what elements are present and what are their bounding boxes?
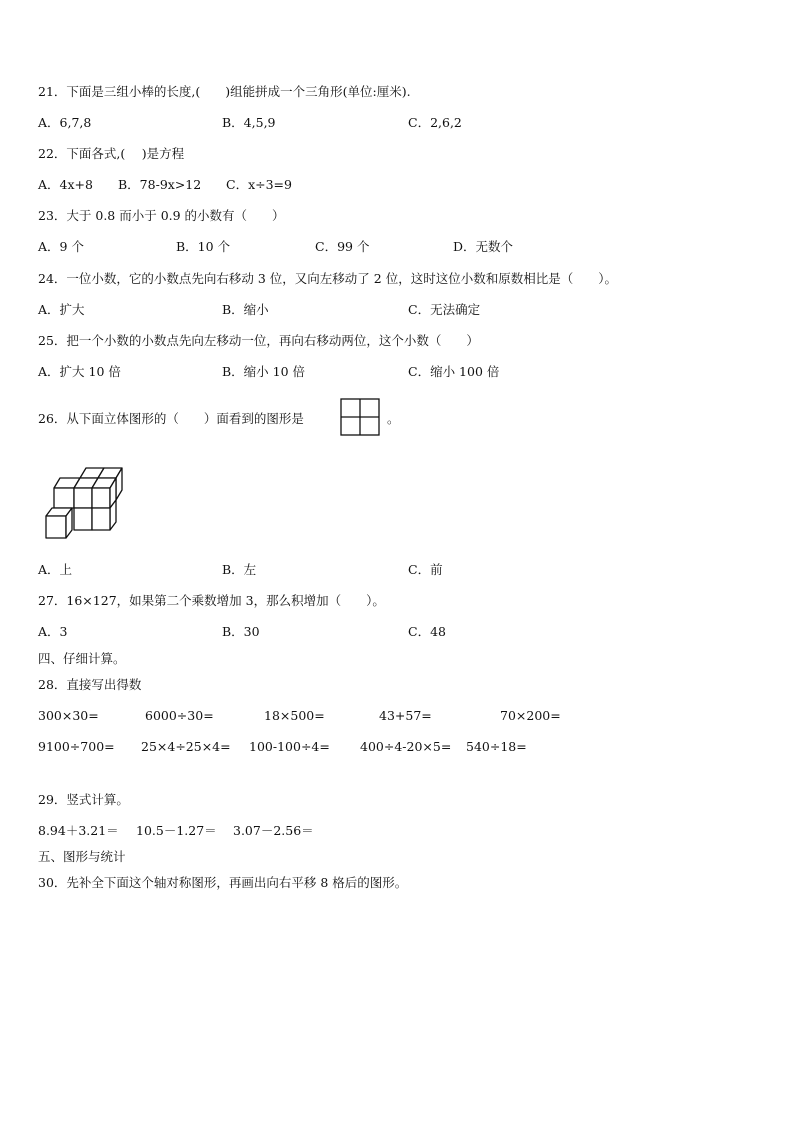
q25-option-b[interactable]: B．缩小 10 倍 (222, 364, 306, 379)
q26-option-b[interactable]: B．左 (222, 562, 257, 577)
q28-r2-item-1: 9100÷700= (38, 739, 115, 754)
q29-stem: 29．竖式计算。 (38, 792, 129, 807)
q21-option-a[interactable]: A．6,7,8 (38, 115, 92, 130)
q29-item-2: 10.5－1.27＝ (136, 823, 217, 838)
q21-stem: 21．下面是三组小棒的长度,( )组能拼成一个三角形(单位:厘米). (38, 84, 411, 99)
q27-option-c[interactable]: C．48 (408, 624, 446, 639)
q24-option-b[interactable]: B．缩小 (222, 302, 269, 317)
q28-r2-item-3: 100-100÷4= (249, 739, 330, 754)
q27-option-b[interactable]: B．30 (222, 624, 260, 639)
q24-option-c[interactable]: C．无法确定 (408, 302, 481, 317)
q23-option-a[interactable]: A．9 个 (38, 239, 84, 254)
cube-stack-figure (42, 462, 124, 540)
q25-stem: 25．把一个小数的小数点先向左移动一位，再向右移动两位，这个小数（ ） (38, 333, 479, 348)
view-grid-figure (340, 398, 380, 436)
q23-stem: 23．大于 0.8 而小于 0.9 的小数有（ ） (38, 208, 285, 223)
q28-r1-item-2: 6000÷30= (145, 708, 214, 723)
q21-option-c[interactable]: C．2,6,2 (408, 115, 462, 130)
q22-option-c[interactable]: C．x÷3=9 (226, 177, 292, 192)
q26-stem: 26．从下面立体图形的（ ）面看到的图形是 (38, 411, 304, 426)
q24-stem: 24．一位小数，它的小数点先向右移动 3 位，又向左移动了 2 位，这时这位小数和原数相比是（ ）。 (38, 271, 617, 286)
q27-option-a[interactable]: A．3 (38, 624, 68, 639)
q26-option-c[interactable]: C．前 (408, 562, 443, 577)
q21-option-b[interactable]: B．4,5,9 (222, 115, 276, 130)
q27-stem: 27．16×127，如果第二个乘数增加 3，那么积增加（ ）。 (38, 593, 385, 608)
q28-stem: 28．直接写出得数 (38, 677, 142, 692)
q28-r1-item-1: 300×30= (38, 708, 99, 723)
section-five-heading: 五、图形与统计 (38, 849, 126, 864)
q28-r1-item-3: 18×500= (264, 708, 325, 723)
q24-option-a[interactable]: A．扩大 (38, 302, 85, 317)
q28-r2-item-2: 25×4÷25×4= (141, 739, 231, 754)
q23-option-c[interactable]: C．99 个 (315, 239, 370, 254)
q30-stem: 30．先补全下面这个轴对称图形，再画出向右平移 8 格后的图形。 (38, 875, 408, 890)
q26-option-a[interactable]: A．上 (38, 562, 73, 577)
q25-option-c[interactable]: C．缩小 100 倍 (408, 364, 500, 379)
q22-option-a[interactable]: A．4x+8 (38, 177, 93, 192)
q22-stem: 22．下面各式,( )是方程 (38, 146, 185, 161)
q29-item-3: 3.07－2.56＝ (233, 823, 314, 838)
q28-r2-item-4: 400÷4-20×5= (360, 739, 452, 754)
q26-stem-end: 。 (387, 411, 400, 426)
q28-r2-item-5: 540÷18= (466, 739, 527, 754)
q28-r1-item-5: 70×200= (500, 708, 561, 723)
q23-option-b[interactable]: B．10 个 (176, 239, 231, 254)
q29-item-1: 8.94＋3.21＝ (38, 823, 119, 838)
section-four-heading: 四、仔细计算。 (38, 651, 126, 666)
q25-option-a[interactable]: A．扩大 10 倍 (38, 364, 121, 379)
q22-option-b[interactable]: B．78-9x>12 (118, 177, 202, 192)
q23-option-d[interactable]: D．无数个 (453, 239, 514, 254)
q28-r1-item-4: 43+57= (379, 708, 432, 723)
